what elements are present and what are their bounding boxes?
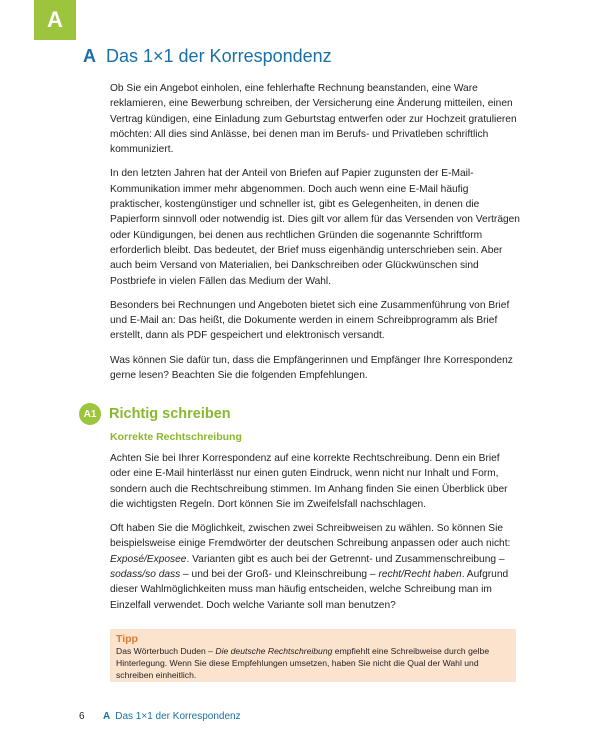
intro-paragraph: Was können Sie dafür tun, dass die Empfängerinnen und Empfänger Ihre Korrespondenz gerne lesen? Beachten Sie die folgenden Empfehlungen. <box>110 354 513 382</box>
section-text <box>110 451 520 622</box>
italic-example: recht/Recht haben <box>378 569 462 581</box>
section-subtitle: Korrekte Rechtschreibung <box>110 431 242 443</box>
intro-paragraph: In den letzten Jahren hat der Anteil von Briefen auf Papier zugunsten der E-Mail-Kommunikation immer mehr abgenommen. Doch auch wenn eine E-Mail häufig praktischer, kostengünstiger und schneller ist, gibt es Gelegenheiten, in denen die Papierform sinnvoll oder notwendig ist. Dies gilt vor allem für das Versenden von Verträgen oder Kündigungen, bei denen aus rechtlichen Gründen die sogenannte Schriftform erforderlich bleibt. Das bedeutet, der Brief muss eigenhändig unterschrieben sein. Aber auch beim Versand von Materialien, bei Dankschreiben oder Glückwünschen sind Postbriefe in vielen Fällen das Medium der Wahl. <box>110 168 520 287</box>
chapter-heading-letter: A <box>83 46 96 66</box>
footer-title: Das 1×1 der Korrespondenz <box>115 711 241 722</box>
section-badge: A1 <box>79 403 101 425</box>
text-run: . Aufgrund dieser Wahlmöglichkeiten muss man häufig entscheiden, welche Schreibung man im Einzelfall verwendet. Doch welche Variante soll man benutzen? <box>110 569 509 611</box>
page-footer <box>79 711 241 722</box>
italic-example: sodass/so dass <box>110 569 181 581</box>
text-run: – und bei der Groß- und Kleinschreibung – <box>180 569 379 581</box>
text-run: Oft haben Sie die Möglichkeit, zwischen zwei Schreibweisen zu wählen. So können Sie beispielsweise einige Fremdwörter der deutschen Schreibung anpassen oder auch nicht: <box>110 523 511 550</box>
intro-paragraph: Ob Sie ein Angebot einholen, eine fehlerhafte Rechnung beanstanden, eine Ware reklamieren, eine Bewerbung schreiben, der Versicherung eine Änderung mitteilen, einen Vertrag kündigen, eine Einladung zum Geburtstag entwerfen oder zur Hochzeit gratulieren möchten: All dies sind Anlässe, bei denen man im Berufs- und Privatleben schriftlich kommuniziert. <box>110 83 517 156</box>
chapter-heading-title: Das 1×1 der Korrespondenz <box>106 46 332 66</box>
tip-text <box>116 645 510 681</box>
text-run: empfiehlt eine Schreibweise durch gelbe Hinterlegung. Wenn Sie diese Empfehlungen umsetzen, haben Sie nicht die Qual der Wahl und schreiben einheitlich. <box>116 646 490 680</box>
page-number: 6 <box>79 711 85 722</box>
chapter-heading <box>83 46 332 67</box>
text-run: Das Wörterbuch Duden – <box>116 646 216 656</box>
tip-box <box>110 629 516 682</box>
footer-letter: A <box>103 711 111 722</box>
intro-paragraph: Besonders bei Rechnungen und Angeboten bietet sich eine Zusammenführung von Brief und E-Mail an: Das heißt, die Dokumente werden in einem Schreibprogramm als Brief erstellt, dann als PDF gespeichert und elektronisch versandt. <box>110 299 510 342</box>
section-title: Richtig schreiben <box>109 406 231 422</box>
italic-title: Die deutsche Rechtschreibung <box>215 646 333 656</box>
section-heading <box>79 403 231 425</box>
section-paragraph: Achten Sie bei Ihrer Korrespondenz auf eine korrekte Rechtschreibung. Denn ein Brief oder eine E-Mail hinterlässt nur einen guten Eindruck, wenn nicht nur Inhalt und Form, sondern auch die Rechtschreibung stimmen. Im Anhang finden Sie einen Überblick über die wichtigsten Regeln. Dort können Sie im Zweifelsfall nachschlagen. <box>110 453 508 510</box>
chapter-tab <box>34 0 76 40</box>
tip-label: Tipp <box>116 633 138 645</box>
chapter-tab-letter: A <box>47 7 63 32</box>
section-paragraph <box>110 521 520 613</box>
italic-example: Exposé/Exposee <box>110 553 187 565</box>
text-run: . Varianten gibt es auch bei der Getrennt- und Zusammenschreibung – <box>186 553 505 565</box>
intro-text <box>110 81 520 392</box>
